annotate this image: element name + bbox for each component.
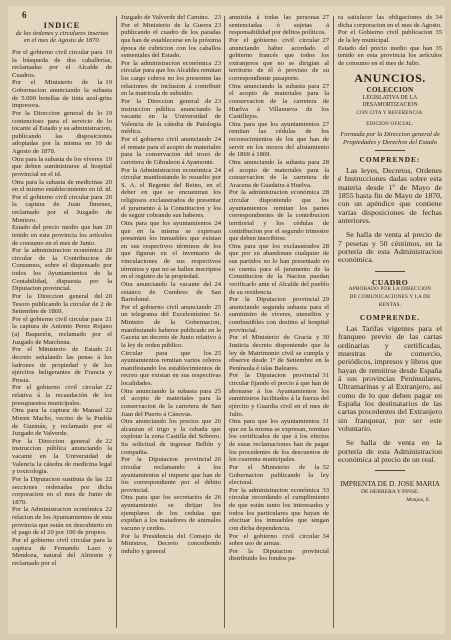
index-entry-text: Por el gobierno civil anunciando el remate para el acopio de materiales para la conservacion del trozo de carretera de Gibraleon á Ayamonte. [121, 136, 221, 166]
index-entry-page: 26 [214, 494, 221, 502]
index-entry [12, 384, 112, 407]
index-entry-text: Otra para que los secretarios de ayuntamiento se dirijan los ejemplares de los cedulas que expidan á los matadores de animales vacuno y cerdos. [121, 494, 221, 532]
index-entry [121, 60, 221, 98]
index-entry-text: Por la administracion económica circular disponiendo que los ayuntamientos remitan los partes correspondientes de la contribucion territorial y los cédulas de contribucion por el segundo trimestre que deben inscribirse. [229, 189, 329, 243]
index-entry-text: Otra anunciando la subasta para el acopio de materiales para la conservacion de la carretera de Aracena de Guadaira á Huelva. [229, 158, 329, 189]
index-entry-text: Por la Diputacion sustituta de las secciones ordenadas por dicha corporacion en el mes de Junio de 1870. [12, 475, 112, 506]
index-entry-text: Por el Ministerio de la Gobernacion anunciando la subasta de 5.000 botellas de tinta azul-griss impresora. [12, 79, 112, 110]
index-entry-text: Otra para que los ayuntamientos remitan las cédulas de los reconocimientos de los que han de servir en los mozos del alistamiento de 1869 á 1869. [229, 120, 329, 159]
ad-edicion: EDICION OFICIAL. [366, 120, 414, 127]
index-entry-text: Por el Ministerio de la Gobernacion publicando la ley electoral. [229, 463, 329, 487]
index-entry-page: 21 [105, 315, 112, 323]
index-entry [12, 293, 112, 316]
index-entry [229, 372, 329, 418]
index-entry [229, 189, 329, 242]
index-entry [121, 98, 221, 136]
ad-aprobado: APROBADO POR LA DIRECCION [348, 286, 432, 293]
index-entry-page: 23 [214, 14, 221, 21]
column-divider [116, 16, 117, 628]
index-entry-page: 20 [105, 292, 112, 300]
index-entry-text: Estado del precio medio que han tenido en esta provincia los artículos de consumo en el mes de Julio. [338, 44, 442, 67]
divider [375, 150, 405, 151]
index-entry-page: 32 [322, 463, 329, 471]
column-divider [333, 16, 334, 628]
index-entry-text: Por la administracion económica circular para que los Alcaldes remitan los cargo cobros no los presenten las relaciones de inclusion á contribuir en la matricula de subsidio. [121, 59, 221, 98]
index-entry [121, 14, 221, 22]
index-entry-page: 33 [322, 486, 329, 494]
index-entry-text: Por el Ministerio de Estado decreto señalando las penas á los ladrones de propiedad y de los ejércitos beligerantes de Francia y Prusia. [12, 346, 112, 384]
index-entry-page: 22 [105, 437, 112, 445]
printer-address: Monjas, 6. [406, 496, 430, 503]
ad-comprende-2: COMPRENDE. [359, 313, 421, 323]
index-entry [229, 83, 329, 121]
index-entry [229, 121, 329, 159]
index-entry [12, 346, 112, 384]
index-entry-page: 21 [105, 346, 112, 354]
index-entry-text: Por el gobierno civil circular anunciando haber acordado el gobierno francés que todos los extranjeros que no se dirigian al territorio de él ó provisto de su correspondiente pasaporte. [229, 36, 329, 82]
index-entry [12, 537, 112, 568]
index-entry [229, 548, 329, 563]
index-entry [121, 304, 221, 350]
index-entry [229, 464, 329, 487]
ad-paragraph-4: Se halla de venta en la portería de esta Administracion económica al precio de un real. [338, 438, 442, 465]
index-entry [121, 494, 221, 532]
index-entry-text: Por la Diputacion provincial circular fijando el precio á que han de abonarse á los Ayuntamientos los suministros facilitados á la fuerza del ejército y Guardia civil en el mes de Julio. [229, 372, 329, 418]
index-entry [229, 334, 329, 372]
index-entry [229, 533, 329, 548]
index-entry-page: 34 [322, 532, 329, 540]
index-entry-page: 28 [322, 242, 329, 250]
index-entry [229, 243, 329, 296]
index-entry-page: 25 [214, 349, 221, 357]
index-entry-text: Por el gobierno civil circular relativa á la recaudación de los presupuestos municipales. [12, 384, 112, 407]
index-column-1 [12, 14, 112, 567]
index-entry-text: Por el gobierno civil circular para la captura de Juan Jimenez, reclamado por el Juzgado de Montoro. [12, 193, 112, 224]
index-entry-text: Otra anunciando la subasta para el acopio de materiales para la conservacion de la carretera de Huelva á Villanueva de los Castillejos. [229, 82, 329, 121]
index-entry-page: 29 [322, 296, 329, 304]
index-entry [12, 110, 112, 156]
index-title: INDICE [43, 20, 81, 30]
ad-paragraph-2: Se halla de venta al precio de 7 pesetas y 50 céntimos, en la portería de esta Administracion económica. [338, 230, 442, 265]
index-entry [12, 79, 112, 110]
index-entry-text: Circular para que los ayuntamientos remitan varios celeros manifestando los establecimientos de recreo que existan en sus respectivas localidades. [121, 349, 221, 387]
index-subtitle: de las órdenes y circulares insertas en el mes de Agosto de 1870. [15, 29, 109, 45]
index-entry [121, 22, 221, 60]
index-entry-text: Por el Gobierno civil publicacion de la ley municipal. [338, 29, 433, 44]
index-entry-text: Por el Ministerio de Gracia y Justicia decreto disponiendo que la ley de Matrimonio civil se cumpla y observe desde 1º de Setiembre en la Península é islas Baleares. [229, 334, 329, 372]
printer-name: IMPRENTA DE D. JOSE MARIA [340, 480, 440, 489]
index-entry-page: 22 [105, 384, 112, 392]
index-entry-page: 24 [214, 166, 221, 174]
index-entry-page: 20 [105, 178, 112, 186]
index-entry-text: Por el gobierno civil circular para la captura de Fernando Lazo y Mendoza, natural del Almonte y reclamado por el [12, 536, 112, 567]
index-entry-text: Por la Administracion económica circular manifestando lo resuelto por S. A. el Regente del Reino, en el deber en que se encuentran los religiosos exclaustrados de presentar el juramento á la Constitucion y los de seguir cobrando sus haberes. [121, 166, 221, 220]
index-entry [121, 281, 221, 304]
index-entry [121, 167, 221, 220]
index-entry-text: amnistía á todas las personas sentenciadas ó sujetas á responsabilidad por delitos políticos. [229, 14, 329, 37]
ad-paragraph-3: Las Tarifas vigentes para el franqueo previo de las cartas ordinarias y certificadas, muestras de comercio, periódicos, impresos y libros que hayan de remitirse desde España á sus provincias Peninsulares, Ultramarinas y al Extranjero, así como de lo que deben pagar en España los destinatarios de las cartas procedentes del Extranjero sin franquear, por ser este voluntario. [338, 323, 442, 434]
index-entry [121, 388, 221, 419]
index-entry-text: Por la Direccion general del Tesoro publicando la circular de 2 de Setiembre de 1869. [12, 292, 112, 316]
index-entry [229, 418, 329, 464]
ad-coleccion-title: COLECCION [366, 86, 414, 94]
index-entry [338, 29, 442, 44]
index-entry-page: 31 [322, 372, 329, 380]
index-entry [121, 418, 221, 456]
divider [375, 470, 405, 471]
index-entry-text: Estado del precio medio que han tenido en esta provincia los artículos de consumo en el mes de Junio. [12, 224, 112, 247]
ad-con-cita: CON CITA Y REFERENCIA. [356, 109, 424, 116]
index-column-2 [121, 14, 221, 555]
index-entry-text: Por el gobierno civil circular para la búsqueda de dos caballerías, reclamadas por el Alcalde de Cuadros. [12, 48, 112, 79]
index-entry-text: Por el Ministerio de la Guerra publicando el cuadro de los paradas que han de establecerse en la próxima época de cubricion con los caballos sementales del Estado. [121, 21, 221, 60]
index-entry [12, 49, 112, 80]
index-entry [121, 533, 221, 556]
index-entry-page: 23 [214, 97, 221, 105]
index-entry-text: Por el gobierno civil anunciando un telegrama del Excelentísimo Sr. Ministro de la Gobernacion, manifestando haberse publicado en la Gaceta un decreto de Junio relativo á la ley de orden público. [121, 303, 221, 349]
index-entry-text: Por la administracion económica circular de la Contribucion de Consumos, sobre el dispensado por todos los Ayuntamientos de la Contabilidad, dispuesta por la Diputacion provincial. [12, 247, 112, 293]
index-entry-page: 20 [105, 224, 112, 232]
index-entry-text: Otra anunciando la vacante del estanco de Cumbres de San Bartolomé. [121, 280, 221, 304]
ad-legislativa: LEGISLATIVA DE LA DESAMORTIZACION [362, 94, 418, 109]
index-entry-text: Por la Direccion general de lo contencioso para el servicio de lo tocante al Estado y su administracion, publicando las disposiciones adoptadas por la misma en 10 de Agosto de 1870. [12, 109, 112, 155]
index-entry-page: 23 [214, 21, 221, 29]
index-entry-text: Por el gobierno civil circular para la captura de Antonio Perez Rojano (a) Baquetón, reclamado por el Juzgado de Marchena. [12, 315, 112, 346]
index-entry-text: Otra para que los ayuntamientos que en la misma se expresan presenten los inmuebles que existan en sus respectivos términos de los que figuran en el inventario de vinculaciones de sus respectivos términos y que no se hallen inscriptos en el registro de la propiedad. [121, 219, 221, 281]
index-entry-text: Juzgado de Valverde del Camino. [121, 14, 210, 21]
index-entry-page: 35 [435, 44, 442, 52]
index-entry-text: ra satisfacer las obligaciones de dicha corporacion en el mes de Agosto. [338, 14, 442, 29]
index-entry [12, 194, 112, 225]
index-entry-page: 24 [214, 280, 221, 288]
index-entry-text: Otra para la captura de Manuel Moren Macho, vecino de la Puebla de Guzmán, y reclamado por el Juzgado de Valverde. [12, 407, 112, 438]
index-entry [12, 316, 112, 347]
index-entry-page: 24 [214, 136, 221, 143]
ad-cuadro-title: CUADRO [371, 277, 409, 287]
index-entry-text: Por la Presidencia del Consejo de Ministros, Decreto concediendo indulto y general [121, 532, 221, 555]
index-entry [229, 37, 329, 83]
index-entry-text: Otra anunciando la subasta para el acopio de materiales para la conservacion de la carretera de San Juan del Puerto á Cánovas. [121, 387, 221, 418]
index-entry-page: 23 [214, 59, 221, 67]
index-entry-text: Por la administracion económica circular recordando el cumplimiento de que están tanto los interesados y todos los particulares que hayan de efectuar los inmuebles que tengan con dicha dependencia. [229, 486, 329, 532]
index-entry [12, 156, 112, 179]
index-entry-text: Por la Administracion económica relacion de los Ayuntamientos de esta provincia que están en descubierto en el pago de el 20 por 100 de propios. [12, 506, 112, 537]
index-entry-page: 20 [105, 247, 112, 255]
index-entry-text: Otra para que los ayuntamientos que en la misma se expresan, remitan los certificados de que á los efectos de estas reclamaciones han de pagar los procedentes de los descuentos de los cuarenta municipales. [229, 418, 329, 464]
index-entry-page: 26 [214, 456, 221, 464]
index-entry-page: 30 [322, 334, 329, 342]
index-entry-page: 26 [214, 418, 221, 426]
index-entry-text: Otra para que los exclaustrados que por su abandonan cualquier de sus partidos no lo han presentado en su cuenta para el juramento de la Constitucion de la Nacion puedan verificarlo ante el Alcalde del pueblo de su residencia. [229, 242, 329, 296]
divider [375, 271, 405, 272]
index-entry-page: 34 [435, 14, 442, 21]
index-entry-text: Otra para la subasta de los víveres que deben suministrarse al hospital provincial en el id. [12, 155, 112, 178]
index-entry [121, 456, 221, 494]
index-entry-page: 19 [105, 155, 112, 163]
ads-title: ANUNCIOS. [354, 71, 426, 86]
ad-comunicaciones: DE COMUNICACIONES Y LA DE RENTAS. [349, 294, 431, 308]
index-entry [12, 179, 112, 194]
ad-formada: Formada por la Direccion general de Propiedades y Derechos del Estado [340, 131, 440, 146]
index-entry-page: 27 [322, 36, 329, 44]
index-entry-text: Otra para la subasta de medicinas en el mismo establecimiento en id. id. [12, 178, 112, 194]
index-entry-page: 24 [214, 219, 221, 227]
index-entry-text: Por la Diputacion provincial anunciando segunda subasta para el suministro de víveres, utensilios y combustibles con destino al hospital provincial. [229, 296, 329, 334]
index-entry-page: 27 [322, 82, 329, 90]
document-page [8, 6, 445, 634]
ad-comprende-1: COMPRENDE: [359, 155, 421, 165]
index-entry [229, 14, 329, 37]
index-entry-text: Por la Direccion general de instruccion pública anunciando la vacante en la Universidad de Valencia la cátedra de medicina legal y toxicologia. [12, 437, 112, 476]
index-entry-page: 20 [105, 193, 112, 201]
index-column-3 [229, 14, 329, 563]
index-entry-page: 28 [322, 189, 329, 197]
index-entry [121, 350, 221, 388]
index-entry-page: 31 [322, 418, 329, 426]
index-entry-page: 35 [435, 29, 442, 37]
index-entry [121, 220, 221, 281]
index-entry-page: 19 [105, 109, 112, 117]
index-entry-page: 25 [214, 303, 221, 311]
index-entry-page: 22 [105, 475, 112, 483]
index-entry-page: 27 [322, 120, 329, 128]
index-entry-page: 19 [105, 48, 112, 56]
index-entry-page: 22 [105, 407, 112, 415]
index-entry [121, 136, 221, 167]
index-entry-text: Por la Diputacion provincial circular reclamando á los ayuntamientos el importe que han de los correspondiente por el débito provincial. [121, 456, 221, 494]
column-divider [224, 16, 225, 628]
index-entry-page: 25 [214, 387, 221, 395]
index-entry-page: 22 [105, 506, 112, 514]
index-entry-page: 28 [322, 158, 329, 166]
index-entry-text: Otra anunciando los precios que alcanzan el trigo y la cebada que explotar la zona Castilla del Sobrero. Su solicitud de ingresar Bellón y compañia. [121, 418, 221, 456]
index-entry [12, 407, 112, 438]
index-entry-text: Por la Direccion general de instruccion pública anunciando la vacante en la Universidad de Valencia de la cátedra de Patologia médica. [121, 97, 221, 136]
index-entry [12, 476, 112, 507]
index-entry-text: Por la Diputacion provincial distribuido los fondos pa- [229, 547, 329, 563]
index-entry-page: 19 [105, 79, 112, 87]
index-entry [12, 506, 112, 537]
index-column-4 [338, 14, 442, 504]
index-entry-page: 27 [322, 14, 329, 21]
index-entry [12, 224, 112, 247]
index-entry [338, 14, 442, 29]
index-entry [229, 159, 329, 190]
printer-sub: DE HERRERA Y PINSE. [360, 489, 419, 496]
index-entry [12, 247, 112, 293]
index-entry-text: Por el gobierno civil circular sobre uso de armas. [229, 532, 320, 548]
page-number: 6 [22, 10, 27, 20]
index-entry [229, 296, 329, 334]
index-entry [12, 438, 112, 476]
ad-paragraph-1: Las leyes, Decretos, Ordenes é Instrucciones dadas sobre esta materia desde 1º de Mayo de 1855 hasta fin de Mayo de 1870, con un apéndice que contiene varias disposiciones de fechas anteriores. [338, 166, 442, 226]
index-entry [338, 45, 442, 68]
index-entry [229, 487, 329, 533]
